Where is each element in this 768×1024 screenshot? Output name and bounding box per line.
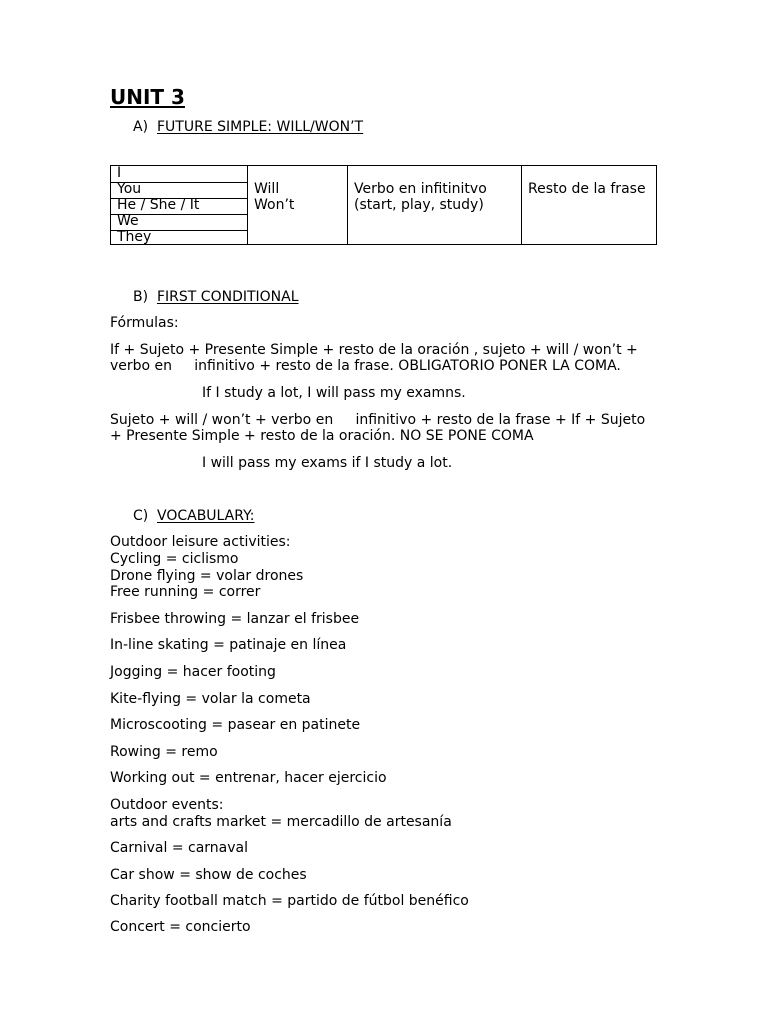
section-b-heading (133, 289, 299, 306)
subject-cell: We (117, 213, 139, 229)
vocab-item: In-line skating = patinaje en línea (110, 637, 347, 653)
table-divider (521, 166, 522, 244)
subject-cell: He / She / It (117, 197, 200, 213)
vocab-item: Frisbee throwing = lanzar el frisbee (110, 611, 360, 627)
vocab-item: Carnival = carnaval (110, 840, 249, 856)
section-b-letter: B) (133, 289, 149, 305)
section-a-title: FUTURE SIMPLE: WILL/WON’T (157, 119, 364, 135)
section-a-heading (133, 119, 363, 136)
rest-cell: Resto de la frase (528, 181, 646, 197)
formula-1-line-2: verbo en infinitivo + resto de la frase. OBLIGATORIO PONER LA COMA. (110, 358, 621, 374)
formula-2-line-1: Sujeto + will / won’t + verbo en infinitivo + resto de la frase + If + Sujeto (110, 412, 646, 428)
section-a-letter: A) (133, 119, 149, 135)
auxiliary-will: Will (254, 181, 280, 197)
table-divider (247, 166, 248, 244)
outdoor-leisure-label: Outdoor leisure activities: (110, 534, 291, 550)
auxiliary-wont: Won’t (254, 197, 295, 213)
grammar-table (110, 165, 657, 245)
vocab-item: Car show = show de coches (110, 867, 307, 883)
outdoor-events-label: Outdoor events: (110, 797, 224, 813)
subject-cell: I (117, 165, 122, 181)
verb-cell-line: Verbo en infitinitvo (354, 181, 487, 197)
page-title: UNIT 3 (110, 85, 185, 109)
vocab-item: Jogging = hacer footing (110, 664, 276, 680)
vocab-item: Microscooting = pasear en patinete (110, 717, 361, 733)
verb-cell-line: (start, play, study) (354, 197, 484, 213)
section-c-letter: C) (133, 508, 149, 524)
vocab-item: arts and crafts market = mercadillo de artesanía (110, 814, 452, 830)
vocab-item: Charity football match = partido de fútbol benéfico (110, 893, 469, 909)
vocab-item: Working out = entrenar, hacer ejercicio (110, 770, 387, 786)
example-2: I will pass my exams if I study a lot. (202, 455, 453, 471)
vocab-item: Drone flying = volar drones (110, 568, 304, 584)
vocab-item: Cycling = ciclismo (110, 551, 239, 567)
vocab-item: Free running = correr (110, 584, 261, 600)
formula-1-line-1: If + Sujeto + Presente Simple + resto de la oración , sujeto + will / won’t + (110, 342, 638, 358)
section-c-title: VOCABULARY: (157, 508, 255, 524)
formula-2-line-2: + Presente Simple + resto de la oración. NO SE PONE COMA (110, 428, 534, 444)
subject-cell: You (117, 181, 142, 197)
vocab-item: Rowing = remo (110, 744, 218, 760)
section-c-heading (133, 508, 255, 525)
example-1: If I study a lot, I will pass my examns. (202, 385, 466, 401)
vocab-item: Kite-flying = volar la cometa (110, 691, 311, 707)
vocab-item: Concert = concierto (110, 919, 251, 935)
formulas-label: Fórmulas: (110, 315, 179, 331)
table-divider (347, 166, 348, 244)
section-b-title: FIRST CONDITIONAL (157, 289, 299, 305)
subject-cell: They (117, 229, 152, 245)
